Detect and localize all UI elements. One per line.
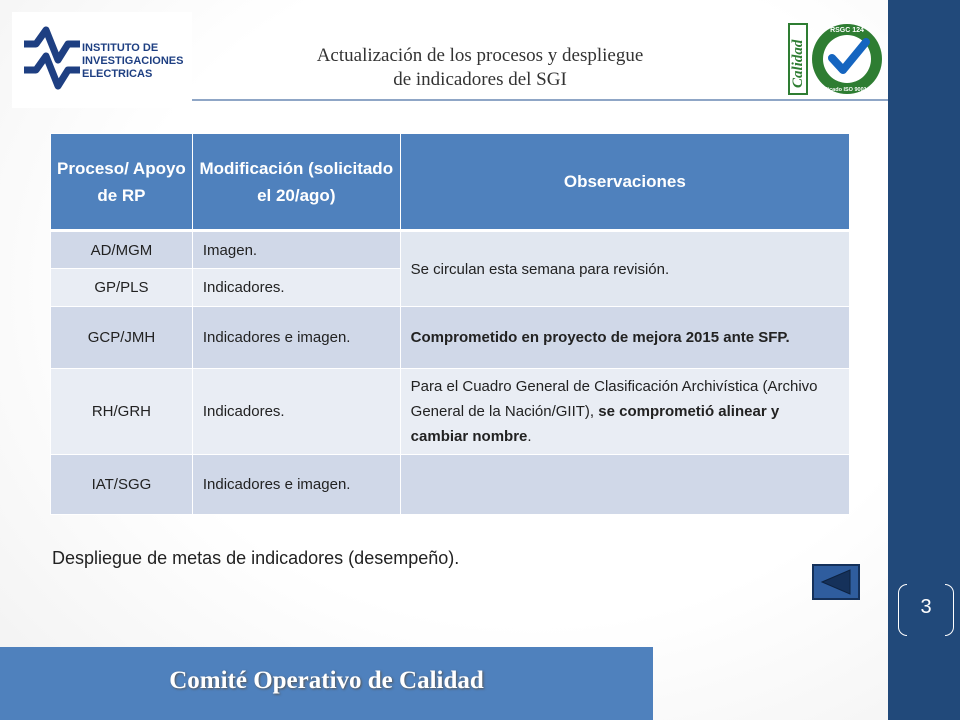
title-line-2: de indicadores del SGI [393, 69, 567, 90]
certification-seal-icon [786, 20, 886, 98]
body-text: Despliegue de metas de indicadores (desempeño). [52, 548, 460, 568]
table-row [51, 369, 850, 455]
logo-line-3: ELECTRICAS [82, 68, 153, 80]
iie-logo-text [82, 42, 183, 81]
iie-logo [12, 12, 192, 108]
cell-observaciones [400, 455, 849, 515]
col-header-modificacion: Modificación (solicitado el 20/ago) [192, 134, 400, 231]
page-number: 3 [920, 596, 932, 618]
table-row [51, 307, 850, 369]
footer-bar [0, 647, 653, 720]
cell-proceso: IAT/SGG [51, 455, 193, 515]
col-header-proceso: Proceso/ Apoyo de RP [51, 134, 193, 231]
cell-observaciones: Se circulan esta semana para revisión. [400, 231, 849, 307]
obs-text-period: . [527, 428, 532, 445]
obs-text-bold: se comprometió alinear y cambiar nombre [410, 403, 780, 445]
page-number-box [898, 584, 954, 634]
back-arrow-icon [814, 566, 858, 598]
cert-iso-text: Certificado ISO 9001:2008 [813, 87, 881, 93]
col-header-observaciones: Observaciones [400, 134, 849, 231]
cell-proceso: RH/GRH [51, 369, 193, 455]
table-row [51, 455, 850, 515]
cell-observaciones: Comprometido en proyecto de mejora 2015 ante SFP. [400, 307, 849, 369]
footer-title: Comité Operativo de Calidad [169, 667, 484, 694]
obs-text-regular: Para el Cuadro General de Clasificación Archivística (Archivo General de la Nación/GIIT), [410, 378, 818, 420]
cell-modificacion: Imagen. [192, 231, 400, 269]
certification-logo [786, 20, 886, 98]
table-header-row [51, 134, 850, 231]
iie-logo-mark-icon [22, 24, 82, 94]
cell-modificacion: Indicadores e imagen. [192, 307, 400, 369]
cell-observaciones [400, 369, 849, 455]
process-table [50, 133, 850, 515]
table-row [51, 231, 850, 269]
title-line-1: Actualización de los procesos y despliegue [316, 45, 644, 66]
cell-modificacion: Indicadores. [192, 269, 400, 307]
cert-calidad-text: Calidad [790, 39, 806, 88]
slide-title [230, 44, 730, 92]
cell-proceso: GP/PLS [51, 269, 193, 307]
cell-modificacion: Indicadores. [192, 369, 400, 455]
logo-line-1: INSTITUTO DE [82, 42, 159, 54]
back-button[interactable] [812, 564, 860, 600]
cell-proceso: GCP/JMH [51, 307, 193, 369]
logo-line-2: INVESTIGACIONES [82, 55, 184, 67]
cert-rsgc-text: RSGC 124 [830, 27, 864, 34]
header-divider [192, 99, 888, 101]
cell-modificacion: Indicadores e imagen. [192, 455, 400, 515]
cell-proceso: AD/MGM [51, 231, 193, 269]
